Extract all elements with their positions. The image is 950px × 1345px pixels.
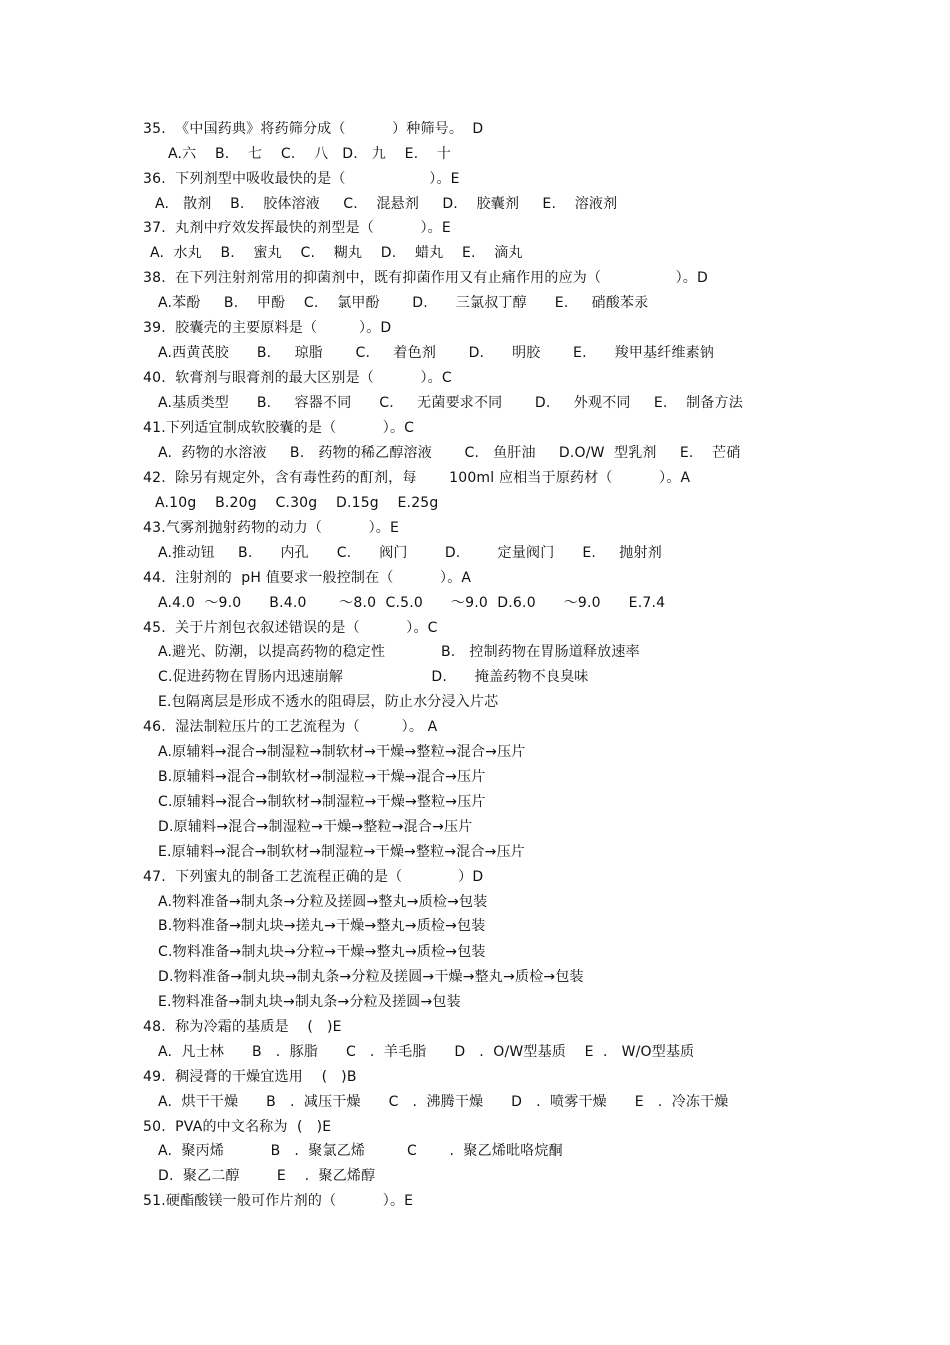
question-47: 47. 下列蜜丸的制备工艺流程正确的是（ ）D (143, 869, 484, 885)
question-47-option-e: E.物料准备→制丸块→制丸条→分粒及搓圆→包装 (158, 994, 461, 1010)
question-47-option-b: B.物料准备→制丸块→搓丸→干燥→整丸→质检→包装 (158, 918, 486, 934)
question-40: 40. 软膏剂与眼膏剂的最大区别是（ ）。C (143, 370, 452, 386)
question-36: 36. 下列剂型中吸收最快的是（ ）。E (143, 171, 460, 187)
question-43: 43.气雾剂抛射药物的动力（ ）。E (143, 520, 400, 536)
question-41-options: A. 药物的水溶液 B. 药物的稀乙醇溶液 C. 鱼肝油 D.O/W 型乳剂 E. 芒硝 (158, 445, 741, 461)
question-49-options: A. 烘干干燥 B . 减压干燥 C . 沸腾干燥 D . 喷雾干燥 E . 冷冻干燥 (158, 1094, 729, 1110)
question-35: 35. 《中国药典》将药筛分成（ ）种筛号。 D (143, 121, 484, 137)
question-42-options: A.10g B.20g C.30g D.15g E.25g (155, 495, 439, 511)
question-48-options: A. 凡士林 B . 豚脂 C . 羊毛脂 D . O/W型基质 E . W/O型基质 (158, 1044, 695, 1060)
question-49: 49. 稠浸膏的干燥宜选用 ( )B (143, 1069, 357, 1085)
question-39-options: A.西黄芪胶 B. 琼脂 C. 着色剂 D. 明胶 E. 羧甲基纤维素钠 (158, 345, 715, 361)
question-46-option-b: B.原辅料→混合→制软材→制湿粒→干燥→混合→压片 (158, 769, 486, 785)
question-44: 44. 注射剂的 pH 值要求一般控制在（ ）。A (143, 570, 472, 586)
question-39: 39. 胶囊壳的主要原料是（ ）。D (143, 320, 392, 336)
question-46-option-e: E.原辅料→混合→制软材→制湿粒→干燥→整粒→混合→压片 (158, 844, 526, 860)
question-38: 38. 在下列注射剂常用的抑菌剂中，既有抑菌作用又有止痛作用的应为（ ）。D (143, 270, 708, 286)
question-50: 50. PVA的中文名称为 ( )E (143, 1119, 332, 1135)
question-45-option-e: E.包隔离层是形成不透水的阻碍层，防止水分浸入片芯 (158, 694, 499, 710)
question-45-option-cd: C.促进药物在胃肠内迅速崩解 D. 掩盖药物不良臭味 (158, 669, 589, 685)
question-46-option-a: A.原辅料→混合→制湿粒→制软材→干燥→整粒→混合→压片 (158, 744, 526, 760)
question-38-options: A.苯酚 B. 甲酚 C. 氯甲酚 D. 三氯叔丁醇 E. 硝酸苯汞 (158, 295, 649, 311)
question-46-option-d: D.原辅料→混合→制湿粒→干燥→整粒→混合→压片 (158, 819, 473, 835)
question-37-options: A. 水丸 B. 蜜丸 C. 糊丸 D. 蜡丸 E. 滴丸 (150, 245, 523, 261)
question-47-option-a: A.物料准备→制丸条→分粒及搓圆→整丸→质检→包装 (158, 894, 488, 910)
question-48: 48. 称为冷霜的基质是 ( )E (143, 1019, 342, 1035)
question-43-options: A.推动钮 B. 内孔 C. 阀门 D. 定量阀门 E. 抛射剂 (158, 545, 662, 561)
question-51: 51.硬酯酸镁一般可作片剂的（ ）。E (143, 1193, 414, 1209)
question-46-option-c: C.原辅料→混合→制软材→制湿粒→干燥→整粒→压片 (158, 794, 486, 810)
question-50-options-abc: A. 聚丙烯 B . 聚氯乙烯 C . 聚乙烯吡咯烷酮 (158, 1143, 563, 1159)
question-35-options: A.六 B. 七 C. 八 D. 九 E. 十 (168, 146, 452, 162)
question-37: 37. 丸剂中疗效发挥最快的剂型是（ ）。E (143, 220, 451, 236)
question-47-option-c: C.物料准备→制丸块→分粒→干燥→整丸→质检→包装 (158, 944, 486, 960)
question-44-options: A.4.0 ～9.0 B.4.0 ～8.0 C.5.0 ～9.0 D.6.0 ～9.0 E.7.4 (158, 595, 666, 611)
question-50-options-de: D. 聚乙二醇 E . 聚乙烯醇 (158, 1168, 376, 1184)
question-40-options: A.基质类型 B. 容器不同 C. 无菌要求不同 D. 外观不同 E. 制备方法 (158, 395, 743, 411)
question-45-option-ab: A.避光、防潮，以提高药物的稳定性 B. 控制药物在胃肠道释放速率 (158, 644, 640, 660)
question-42: 42. 除另有规定外，含有毒性药的酊剂，每 100ml 应相当于原药材（ ）。A (143, 470, 691, 486)
question-36-options: A. 散剂 B. 胶体溶液 C. 混悬剂 D. 胶囊剂 E. 溶液剂 (155, 196, 618, 212)
question-46: 46. 湿法制粒压片的工艺流程为（ ）。 A (143, 719, 438, 735)
question-41: 41.下列适宜制成软胶囊的是（ ）。C (143, 420, 415, 436)
question-47-option-d: D.物料准备→制丸块→制丸条→分粒及搓圆→干燥→整丸→质检→包装 (158, 969, 584, 985)
question-45: 45. 关于片剂包衣叙述错误的是（ ）。C (143, 620, 438, 636)
